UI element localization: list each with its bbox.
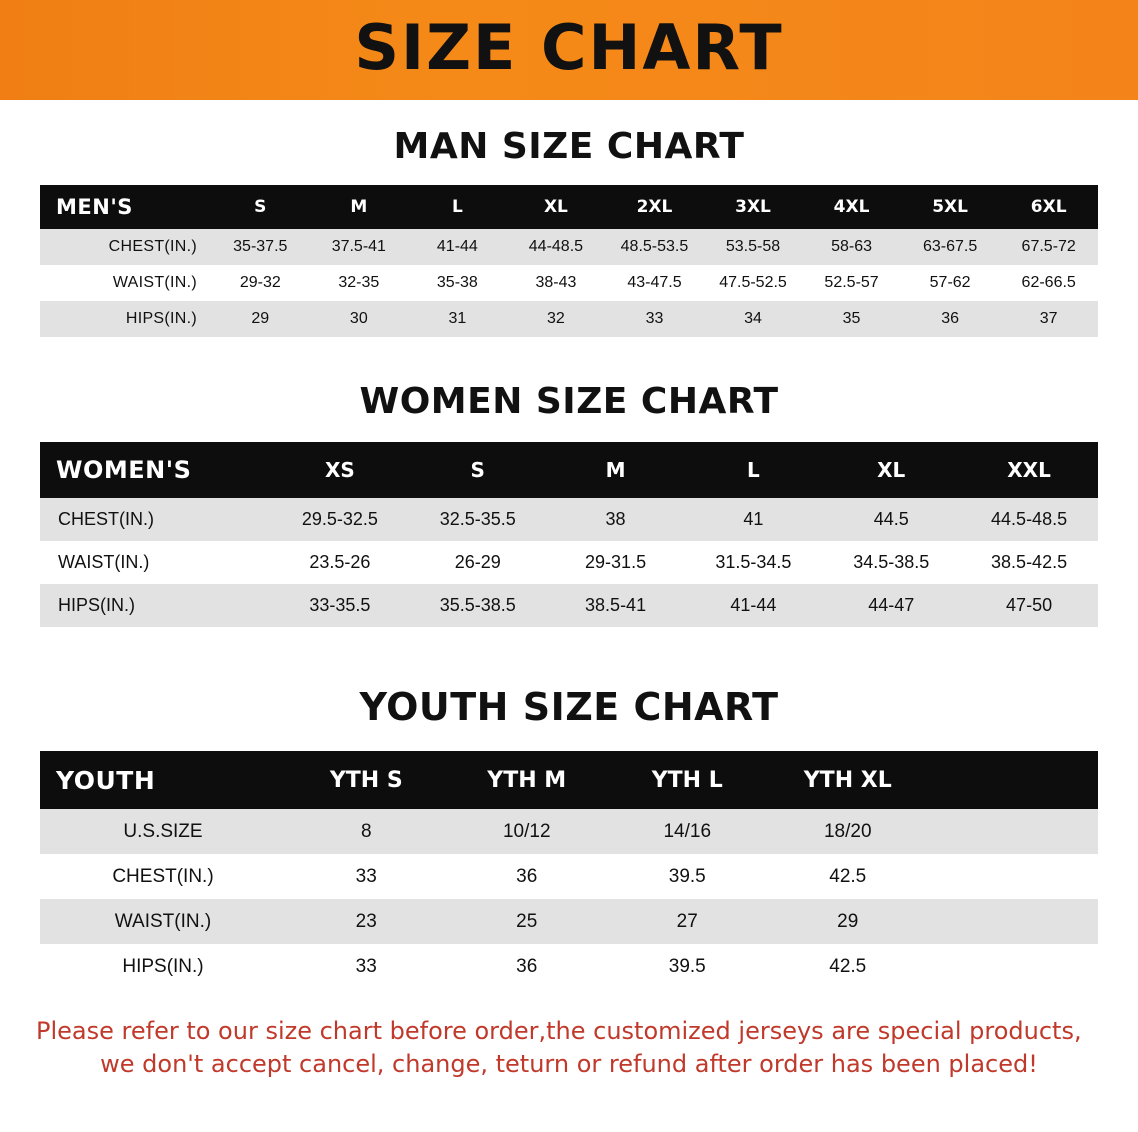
disclaimer-line-1: Please refer to our size chart before order,the customized jerseys are special products,: [36, 1017, 1082, 1045]
women-cell-2-5: 47-50: [1006, 595, 1053, 615]
man-section-title: MAN SIZE CHART: [393, 126, 745, 167]
youth-cell-2-2: 27: [676, 910, 698, 932]
man-cell-1-8: 62-66.5: [1021, 274, 1076, 291]
table-row: [40, 541, 1098, 584]
man-table-body: [40, 229, 1098, 337]
women-header-cell-3: M: [605, 458, 626, 482]
man-cell-2-5: 34: [744, 310, 762, 327]
youth-cell-1-spacer: [928, 854, 1098, 899]
women-header-cell-2: S: [470, 458, 485, 482]
youth-cell-1-2: 39.5: [668, 865, 706, 887]
youth-table-head: [40, 751, 1098, 809]
women-cell-0-5: 44.5-48.5: [991, 509, 1068, 529]
women-cell-0-4: 44.5: [873, 509, 909, 529]
women-cell-0-3: 41: [743, 509, 764, 529]
women-size-table: [40, 442, 1098, 627]
man-header-cell-1: S: [254, 197, 267, 217]
women-cell-0-1: 32.5-35.5: [439, 509, 516, 529]
youth-section-title: YOUTH SIZE CHART: [359, 685, 779, 729]
man-cell-1-7: 57-62: [929, 274, 971, 291]
man-cell-0-0: 35-37.5: [233, 238, 288, 255]
man-cell-1-6: 52.5-57: [824, 274, 879, 291]
man-row-2-label: HIPS(IN.): [125, 310, 197, 327]
man-cell-0-7: 63-67.5: [922, 238, 978, 255]
man-cell-2-2: 31: [448, 310, 467, 327]
women-cell-1-4: 34.5-38.5: [853, 552, 930, 572]
youth-size-table: [40, 751, 1098, 989]
women-row-2-label: HIPS(IN.): [58, 595, 136, 615]
man-cell-0-3: 44-48.5: [528, 238, 584, 255]
man-table-head: [40, 185, 1098, 229]
youth-cell-0-3: 18/20: [823, 820, 872, 842]
man-cell-0-8: 67.5-72: [1021, 238, 1076, 255]
women-header-cell-1: XS: [325, 458, 355, 482]
youth-cell-3-spacer: [928, 944, 1098, 989]
women-row-0-label: CHEST(IN.): [58, 509, 154, 529]
women-cell-1-0: 23.5-26: [309, 552, 371, 572]
youth-header-cell-3: YTH L: [651, 767, 723, 793]
man-cell-1-4: 43-47.5: [627, 274, 682, 291]
youth-cell-3-2: 39.5: [668, 955, 706, 977]
man-header-cell-9: 6XL: [1030, 197, 1067, 217]
header-banner: [0, 0, 1138, 100]
youth-cell-2-spacer: [928, 899, 1098, 944]
man-header-cell-6: 3XL: [735, 197, 771, 217]
youth-row-0-label: U.S.SIZE: [123, 820, 203, 842]
women-cell-1-3: 31.5-34.5: [715, 552, 792, 572]
women-header-cell-5: XL: [877, 458, 906, 482]
women-cell-1-1: 26-29: [454, 552, 501, 572]
women-cell-1-2: 29-31.5: [585, 552, 647, 572]
page-title: SIZE CHART: [354, 11, 784, 84]
youth-cell-0-2: 14/16: [663, 820, 712, 842]
youth-header-cell-spacer: [928, 751, 1098, 809]
youth-header-cell-1: YTH S: [329, 767, 403, 793]
women-row-1-label: WAIST(IN.): [58, 552, 150, 572]
disclaimer-line-2: we don't accept cancel, change, teturn or refund after order has been placed!: [100, 1050, 1038, 1079]
youth-table-wrap: [0, 751, 1138, 989]
youth-header-cell-2: YTH M: [487, 767, 567, 793]
man-cell-1-2: 35-38: [436, 274, 478, 291]
youth-header-row: [40, 751, 1098, 809]
man-row-1-label: WAIST(IN.): [112, 274, 197, 291]
women-header-cell-0: WOMEN'S: [56, 456, 192, 484]
man-header-cell-0: MEN'S: [56, 195, 133, 219]
man-size-table: [40, 185, 1098, 337]
man-row-0-label: CHEST(IN.): [108, 238, 197, 255]
women-cell-2-0: 33-35.5: [309, 595, 371, 615]
youth-row-1-label: CHEST(IN.): [112, 865, 214, 887]
man-header-cell-8: 5XL: [932, 197, 968, 217]
youth-cell-1-1: 36: [516, 865, 538, 887]
youth-cell-0-0: 8: [360, 820, 372, 842]
man-header-row: [40, 185, 1098, 229]
youth-cell-1-0: 33: [355, 865, 377, 887]
table-row: [40, 854, 1098, 899]
man-cell-0-2: 41-44: [436, 238, 478, 255]
table-row: [40, 584, 1098, 627]
women-table-body: [40, 498, 1098, 627]
man-header-cell-7: 4XL: [833, 197, 870, 217]
man-cell-0-5: 53.5-58: [725, 238, 781, 255]
youth-header-cell-0: YOUTH: [56, 765, 156, 795]
women-header-cell-4: L: [747, 458, 760, 482]
table-row: [40, 809, 1098, 854]
man-cell-0-6: 58-63: [831, 238, 873, 255]
man-cell-1-5: 47.5-52.5: [719, 274, 787, 291]
table-row: [40, 899, 1098, 944]
women-section-title: WOMEN SIZE CHART: [359, 381, 779, 422]
youth-cell-2-0: 23: [355, 910, 377, 932]
table-row: [40, 944, 1098, 989]
women-cell-1-5: 38.5-42.5: [991, 552, 1068, 572]
man-cell-2-1: 30: [349, 310, 368, 327]
women-cell-0-0: 29.5-32.5: [301, 509, 378, 529]
women-cell-2-2: 38.5-41: [585, 595, 647, 615]
man-cell-2-3: 32: [547, 310, 565, 327]
women-table-head: [40, 442, 1098, 498]
man-header-cell-4: XL: [543, 197, 568, 217]
youth-header-cell-4: YTH XL: [803, 767, 892, 793]
man-cell-1-1: 32-35: [338, 274, 380, 291]
man-header-cell-5: 2XL: [636, 197, 673, 217]
table-row: [40, 265, 1098, 301]
youth-cell-0-1: 10/12: [502, 820, 551, 842]
man-table-wrap: [0, 185, 1138, 337]
youth-cell-3-1: 36: [516, 955, 538, 977]
youth-row-3-label: HIPS(IN.): [122, 955, 204, 977]
man-cell-0-4: 48.5-53.5: [620, 238, 689, 255]
women-cell-2-3: 41-44: [730, 595, 777, 615]
man-cell-2-7: 36: [941, 310, 959, 327]
table-row: [40, 498, 1098, 541]
man-cell-2-8: 37: [1039, 310, 1058, 327]
disclaimer-note: [36, 1015, 1102, 1081]
youth-cell-1-3: 42.5: [829, 865, 867, 887]
man-cell-1-0: 29-32: [239, 274, 281, 291]
man-cell-1-3: 38-43: [535, 274, 577, 291]
man-cell-0-1: 37.5-41: [331, 238, 386, 255]
man-header-cell-3: L: [451, 197, 463, 217]
youth-cell-3-3: 42.5: [829, 955, 867, 977]
women-cell-2-1: 35.5-38.5: [439, 595, 516, 615]
man-header-cell-2: M: [350, 197, 368, 217]
man-cell-2-4: 33: [645, 310, 664, 327]
women-cell-0-2: 38: [605, 509, 626, 529]
women-header-cell-6: XXL: [1007, 458, 1051, 482]
youth-cell-3-0: 33: [355, 955, 377, 977]
man-cell-2-0: 29: [251, 310, 270, 327]
women-header-row: [40, 442, 1098, 498]
women-table-wrap: [0, 442, 1138, 627]
women-cell-2-4: 44-47: [868, 595, 915, 615]
table-row: [40, 229, 1098, 265]
youth-cell-0-spacer: [928, 809, 1098, 854]
youth-table-body: [40, 809, 1098, 989]
youth-cell-2-1: 25: [516, 910, 538, 932]
man-cell-2-6: 35: [842, 310, 861, 327]
youth-cell-2-3: 29: [837, 910, 859, 932]
youth-row-2-label: WAIST(IN.): [114, 910, 212, 932]
table-row: [40, 301, 1098, 337]
